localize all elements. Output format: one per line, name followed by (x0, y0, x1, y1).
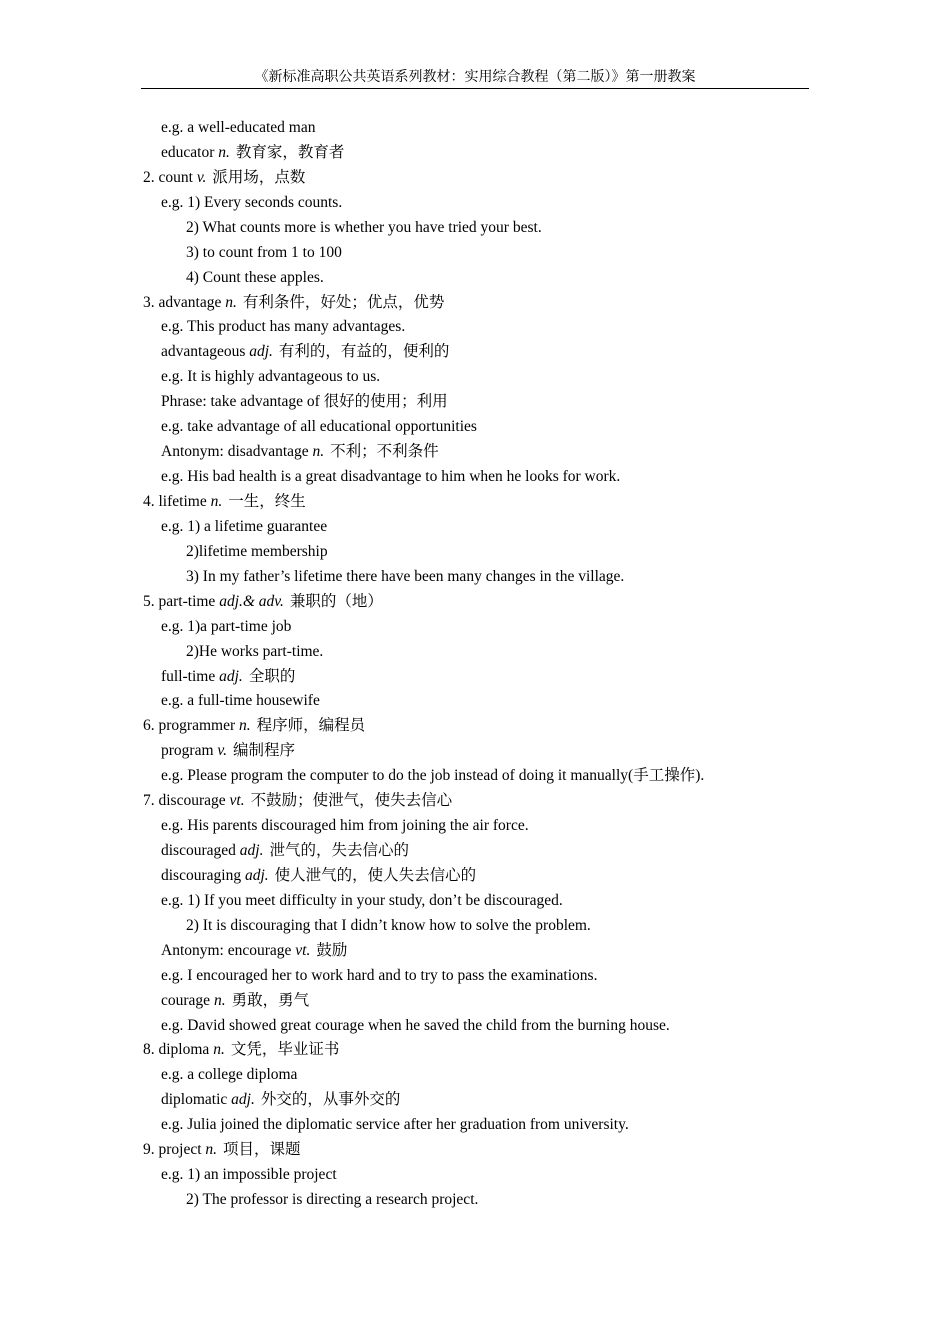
part-of-speech: n. (210, 492, 223, 510)
example-line (161, 342, 449, 362)
part-of-speech: adj.& adv. (219, 592, 284, 610)
entry-word: 3. advantage (143, 293, 222, 311)
part-of-speech: vt. (295, 941, 311, 959)
vocab-entry-line (143, 592, 383, 612)
example-line: 2) It is discouraging that I didn’t know how to solve the problem. (186, 916, 591, 934)
example-line (161, 866, 476, 886)
chinese-definition: 泄气的，失去信心的 (269, 842, 409, 859)
vocab-entry-line (143, 791, 452, 811)
part-of-speech: n. (205, 1141, 218, 1159)
chinese-definition: 编制程序 (233, 742, 296, 760)
part-of-speech: n. (213, 1041, 225, 1059)
vocab-entry-line (143, 716, 365, 736)
part-of-speech: vt. (229, 792, 245, 810)
example-line: e.g. a full-time housewife (161, 692, 320, 710)
entry-word: Antonym: disadvantage (161, 443, 309, 461)
example-line (161, 941, 347, 961)
chinese-definition: 有利条件，好处；优点，优势 (242, 293, 445, 311)
chinese-definition: 鼓励 (316, 941, 348, 959)
chinese-definition: 文凭，毕业证书 (230, 1041, 340, 1059)
chinese-definition: 全职的 (248, 667, 296, 685)
entry-word: courage (161, 991, 211, 1009)
part-of-speech: adj. (244, 866, 269, 884)
example-line: e.g. This product has many advantages. (161, 318, 406, 336)
chinese-definition: 不利；不利条件 (330, 443, 439, 461)
example-line: e.g. I encouraged her to work hard and to try to pass the examinations. (161, 966, 598, 984)
example-line: 3) In my father’s lifetime there have been many changes in the village. (186, 567, 625, 585)
entry-word: 4. lifetime (143, 492, 207, 510)
entry-word: diplomatic (161, 1091, 228, 1109)
example-line (161, 741, 295, 761)
example-line: Phrase: take advantage of 很好的使用；利用 (161, 393, 448, 411)
entry-word: full-time (161, 667, 216, 685)
example-line: e.g. 1)a part-time job (161, 617, 292, 635)
part-of-speech: n. (312, 443, 325, 461)
example-line: e.g. Julia joined the diplomatic service after her graduation from university. (161, 1116, 629, 1134)
entry-word: 5. part-time (143, 592, 216, 610)
vocab-entry-line (143, 1140, 301, 1160)
entry-word: educator (161, 143, 215, 161)
chinese-definition: 程序师，编程员 (256, 717, 366, 735)
example-line: e.g. a college diploma (161, 1066, 298, 1084)
example-line (161, 667, 295, 687)
example-line: 2) What counts more is whether you have tried your best. (186, 218, 542, 236)
vocab-entry-line (143, 1040, 339, 1060)
page-header-title: 《新标准高职公共英语系列教材：实用综合教程（第二版）》第一册教案 (254, 70, 696, 85)
example-line: 2) The professor is directing a research project. (186, 1191, 479, 1208)
example-line: e.g. 1) an impossible project (161, 1166, 337, 1184)
entry-word: discouraging (161, 866, 242, 884)
chinese-definition: 兼职的（地） (289, 592, 383, 610)
vocab-entry-line (143, 168, 305, 188)
chinese-definition: 使人泄气的，使人失去信心的 (274, 866, 477, 884)
entry-word: 2. count (143, 168, 193, 186)
part-of-speech: adj. (231, 1091, 255, 1109)
entry-word: Antonym: encourage (161, 941, 292, 959)
example-line: 4) Count these apples. (186, 268, 324, 286)
part-of-speech: adj. (239, 842, 264, 859)
part-of-speech: n. (218, 143, 230, 161)
vocab-entry-line (143, 293, 444, 313)
vocab-entry-line (143, 492, 306, 512)
example-line: e.g. His bad health is a great disadvantage to him when he looks for work. (161, 468, 621, 485)
entry-word: discouraged (161, 842, 236, 859)
entry-word: program (161, 742, 214, 760)
example-line: 3) to count from 1 to 100 (186, 243, 342, 261)
part-of-speech: v. (217, 742, 227, 760)
entry-word: 6. programmer (143, 717, 236, 735)
part-of-speech: n. (213, 991, 226, 1009)
example-line: e.g. a well-educated man (161, 119, 316, 136)
example-line (161, 442, 439, 462)
example-line: e.g. It is highly advantageous to us. (161, 368, 381, 386)
example-line: e.g. 1) a lifetime guarantee (161, 517, 328, 535)
chinese-definition: 外交的，从事外交的 (260, 1091, 401, 1109)
example-line: e.g. 1) Every seconds counts. (161, 193, 343, 211)
example-line (161, 1090, 400, 1110)
example-line: e.g. 1) If you meet difficulty in your study, don’t be discouraged. (161, 891, 563, 909)
example-line: e.g. Please program the computer to do the job instead of doing it manually(手工操作). (161, 767, 705, 785)
part-of-speech: v. (196, 168, 207, 186)
chinese-definition: 勇敢，勇气 (231, 991, 310, 1009)
chinese-definition: 不鼓励；使泄气，使失去信心 (250, 792, 453, 810)
chinese-definition: 教育家，教育者 (235, 143, 345, 161)
example-line (161, 991, 309, 1011)
chinese-definition: 派用场，点数 (212, 168, 306, 186)
chinese-definition: 一生，终生 (228, 492, 306, 510)
entry-word: 7. discourage (143, 792, 226, 810)
example-line: e.g. take advantage of all educational opportunities (161, 418, 477, 436)
example-line (161, 841, 409, 861)
part-of-speech: adj. (219, 667, 243, 685)
chinese-definition: 项目，课题 (223, 1141, 301, 1159)
example-line: 2)lifetime membership (186, 542, 328, 560)
example-line (161, 143, 344, 163)
part-of-speech: adj. (249, 343, 273, 361)
header-rule (141, 88, 809, 89)
example-line: e.g. His parents discouraged him from joining the air force. (161, 817, 529, 834)
entry-word: 9. project (143, 1141, 202, 1159)
example-line: 2)He works part-time. (186, 642, 324, 660)
chinese-definition: 有利的，有益的，便利的 (278, 343, 450, 361)
example-line: e.g. David showed great courage when he saved the child from the burning house. (161, 1016, 670, 1034)
entry-word: 8. diploma (143, 1041, 210, 1059)
part-of-speech: n. (238, 717, 251, 735)
part-of-speech: n. (225, 293, 237, 311)
entry-word: advantageous (161, 343, 246, 361)
